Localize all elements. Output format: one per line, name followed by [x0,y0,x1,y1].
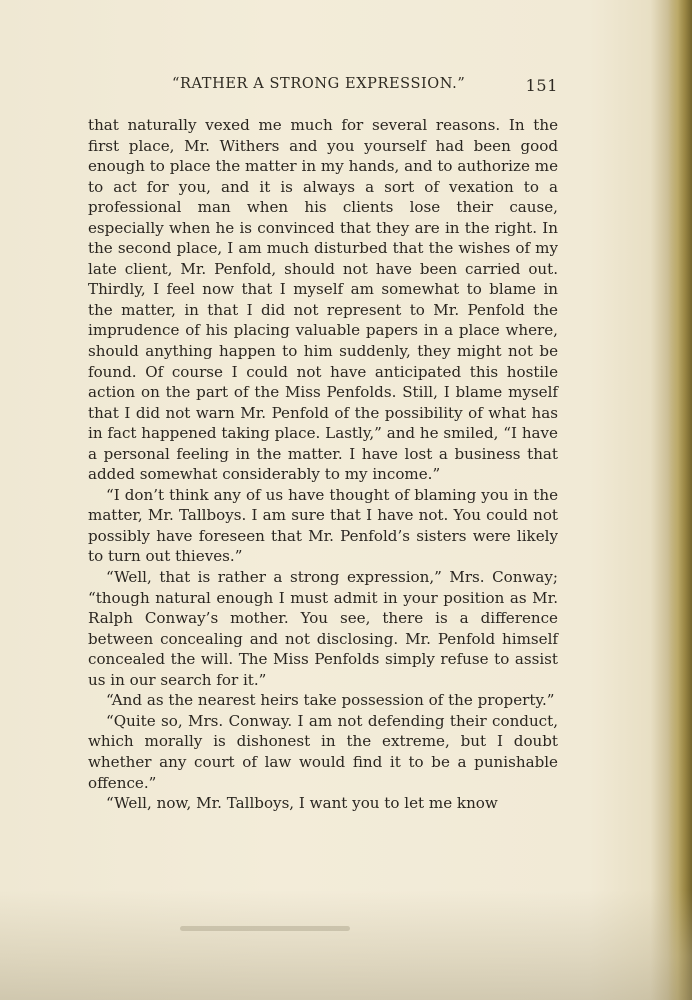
page-bottom-shadow [0,890,692,1000]
paragraph: that naturally vexed me much for several reasons. In the first place, Mr. Withers and you yourself had been good enough to place the matter in my hands, and to authorize me to act for you, and it is always a sort of vexation to a professional man when his clients lose their cause, especially when he is convinced that they are in the right. In the second place, I am much disturbed that the wishes of my late client, Mr. Penfold, should not have been carried out. Thirdly, I feel now that I myself am somewhat to blame in the matter, in that I did not represent to Mr. Penfold the imprudence of his placing valuable papers in a place where, should anything happen to him suddenly, they might not be found. Of course I could not have anticipated this hostile action on the part of the Miss Penfolds. Still, I blame myself that I did not warn Mr. Penfold of the possibility of what has in fact happened taking place. Lastly,” and he smiled, “I have a personal feeling in the matter. I have lost a business that added somewhat considerably to my income.” [88,116,558,484]
paragraph: “I don’t think any of us have thought of blaming you in the matter, Mr. Tallboys. I am sure that I have not. You could not possibly have foreseen that Mr. Penfold’s sisters were likely to turn out thieves.” [88,485,558,566]
paragraph: “And as the nearest heirs take possession of the property.” [106,691,555,710]
body-text [88,115,558,814]
print-smudge [180,926,350,931]
paragraph: “Quite so, Mrs. Conway. I am not defending their conduct, which morally is dishonest in the extreme, but I doubt whether any court of law would find it to be a punishable offence.” [88,711,558,792]
running-head: “RATHER A STRONG EXPRESSION.” [172,76,466,92]
paragraph: “Well, that is rather a strong expression,” Mrs. Conway; “though natural enough I must admit in your position as Mr. Ralph Conway’s mother. You see, there is a difference between concealing and not disclosing. Mr. Penfold himself concealed the will. The Miss Penfolds simply refuse to assist us in our search for it.” [88,568,558,689]
paragraph: “Well, now, Mr. Tallboys, I want you to let me know [106,794,498,813]
page-edge-gutter [668,0,692,1000]
page-number: 151 [525,76,558,95]
